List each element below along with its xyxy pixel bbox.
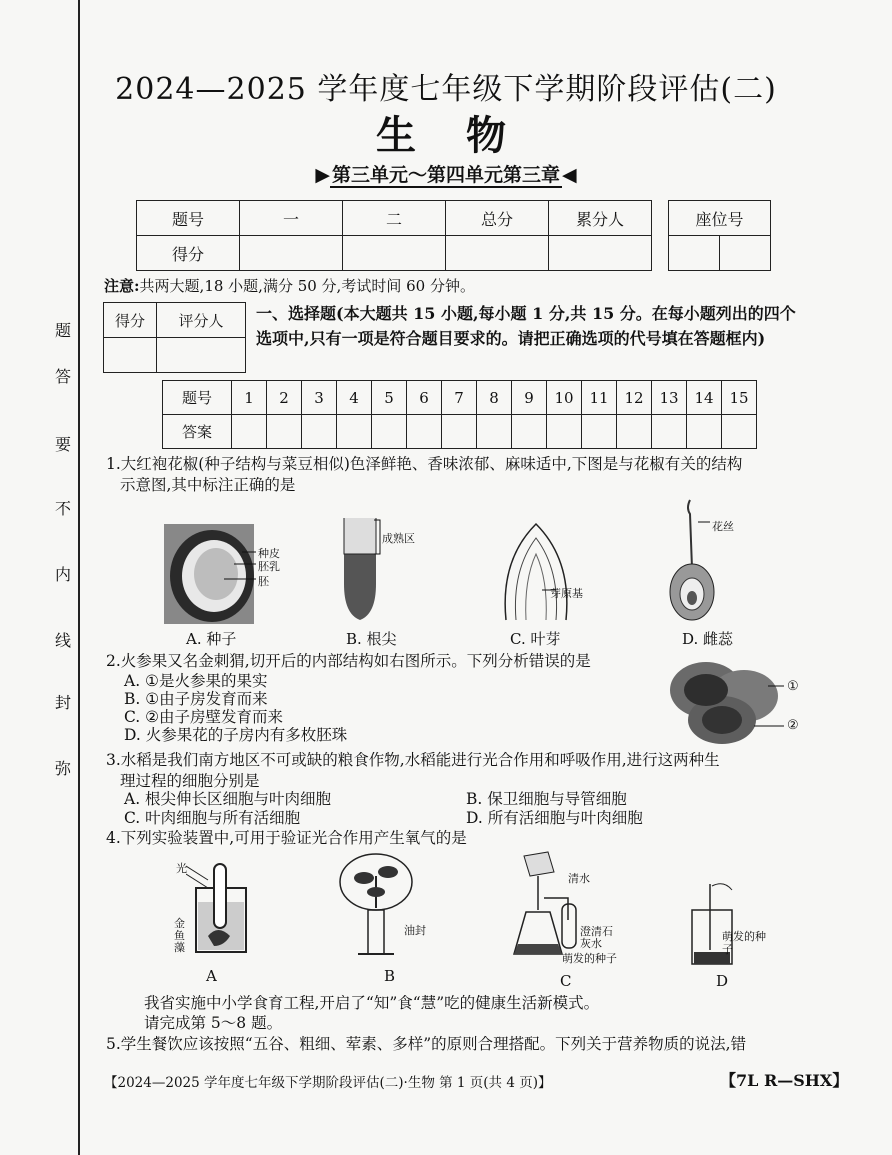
- answer-number: 3: [302, 381, 337, 415]
- grader-cell[interactable]: [104, 338, 157, 373]
- option-c-caption: C. 叶芽: [510, 630, 561, 648]
- answer-cell[interactable]: [337, 415, 372, 449]
- label-clear-water: 清水: [568, 872, 590, 885]
- intro-text: 我省实施中小学食育工程,开启了“知”食“慧”吃的健康生活新模式。: [144, 994, 600, 1012]
- answer-cell[interactable]: [477, 415, 512, 449]
- answer-number: 2: [267, 381, 302, 415]
- option-a-caption: A. 种子: [186, 630, 237, 648]
- q1-line2: 示意图,其中标注正确的是: [120, 476, 296, 494]
- seat-cell[interactable]: [669, 236, 720, 271]
- label-oil-seal: 油封: [404, 924, 426, 937]
- margin-char: 题: [54, 321, 71, 340]
- apparatus-c-caption: C: [560, 972, 572, 990]
- margin-char: 线: [54, 631, 71, 650]
- grader-label: 评分人: [157, 303, 246, 338]
- seat-cell[interactable]: [720, 236, 771, 271]
- margin-char: 内: [54, 565, 71, 584]
- apparatus-b-figure: [336, 852, 416, 962]
- answer-number: 11: [582, 381, 617, 415]
- label-bud-primordium: 芽原基: [550, 587, 583, 600]
- exam-title: 2024—2025 学年度七年级下学期阶段评估(二): [115, 72, 777, 107]
- apparatus-d-caption: D: [716, 972, 729, 990]
- answer-number: 1: [232, 381, 267, 415]
- answer-table: [162, 380, 757, 449]
- answer-cell[interactable]: [687, 415, 722, 449]
- margin-char: 要: [54, 435, 71, 454]
- apparatus-a-figure: [186, 858, 256, 958]
- answer-cell[interactable]: [267, 415, 302, 449]
- answer-number: 9: [512, 381, 547, 415]
- q3-option-a: A. 根尖伸长区细胞与叶肉细胞: [124, 790, 332, 808]
- margin-char: 弥: [54, 759, 71, 778]
- answer-number: 15: [722, 381, 757, 415]
- q2-option-c: C. ②由子房壁发育而来: [124, 708, 284, 726]
- unit-range: ▶ 第三单元～第四单元第三章 ◀: [315, 164, 577, 186]
- answer-row-label: 答案: [163, 415, 232, 449]
- grader-table: [103, 302, 246, 373]
- score-header: 一: [240, 201, 343, 236]
- answer-cell[interactable]: [582, 415, 617, 449]
- score-cell[interactable]: [343, 236, 446, 271]
- margin-char: 答: [54, 367, 71, 386]
- option-d-caption: D. 雌蕊: [682, 630, 734, 648]
- score-header: 总分: [446, 201, 549, 236]
- q2-option-a: A. ①是火参果的果实: [124, 672, 268, 690]
- seat-label: 座位号: [669, 201, 771, 236]
- answer-number: 14: [687, 381, 722, 415]
- q2-option-d: D. 火参果花的子房内有多枚胚珠: [124, 726, 348, 744]
- subject-title: 生物: [376, 112, 556, 159]
- margin-char: 封: [54, 693, 71, 712]
- label-germinating-seeds-c: 萌发的种子: [562, 952, 617, 965]
- answer-cell[interactable]: [617, 415, 652, 449]
- notice-text: 共两大题,18 小题,满分 50 分,考试时间 60 分钟。: [139, 277, 475, 295]
- section-1-instructions: 一、选择题(本大题共 15 小题,每小题 1 分,共 15 分。在每小题列出的四个选项中,只有一项是符合题目要求的。请把正确选项的代号填在答题框内): [256, 304, 796, 348]
- label-filament: 花丝: [712, 520, 734, 533]
- answer-number: 8: [477, 381, 512, 415]
- apparatus-a-caption: A: [206, 967, 217, 985]
- kiwano-fruit-figure: [664, 656, 784, 746]
- score-row-label: 得分: [137, 236, 240, 271]
- answer-number: 13: [652, 381, 687, 415]
- score-header: 二: [343, 201, 446, 236]
- option-b-caption: B. 根尖: [346, 630, 397, 648]
- notice-label: 注意:: [104, 277, 140, 295]
- q3-option-b: B. 保卫细胞与导管细胞: [466, 790, 627, 808]
- apparatus-b-caption: B: [384, 967, 396, 985]
- label-embryo: 胚: [258, 575, 269, 588]
- grader-score-label: 得分: [104, 303, 157, 338]
- answer-cell[interactable]: [722, 415, 757, 449]
- q3-option-d: D. 所有活细胞与叶肉细胞: [466, 809, 643, 827]
- unit-text: 第三单元～第四单元第三章: [331, 164, 560, 186]
- marker-1: ①: [787, 679, 799, 694]
- label-goldfish-weed: 金鱼藻: [174, 917, 185, 954]
- label-seed-coat: 种皮: [258, 547, 280, 560]
- apparatus-d-figure: [682, 880, 742, 970]
- grader-cell[interactable]: [157, 338, 246, 373]
- score-cell[interactable]: [549, 236, 652, 271]
- answer-cell[interactable]: [547, 415, 582, 449]
- score-table: [136, 200, 652, 271]
- margin-char: 不: [54, 499, 71, 518]
- answer-number: 6: [407, 381, 442, 415]
- marker-2: ②: [787, 718, 799, 733]
- answer-number: 12: [617, 381, 652, 415]
- question-2-stem: 2.火参果又名金刺猬,切开后的内部结构如右图所示。下列分析错误的是: [106, 652, 591, 670]
- seat-table: [668, 200, 771, 271]
- answer-cell[interactable]: [407, 415, 442, 449]
- question-1-stem: [106, 454, 806, 496]
- label-light: 光: [176, 862, 187, 875]
- answer-number: 10: [547, 381, 582, 415]
- answer-number: 5: [372, 381, 407, 415]
- question-4-stem: 4.下列实验装置中,可用于验证光合作用产生氧气的是: [106, 829, 467, 847]
- answer-number: 4: [337, 381, 372, 415]
- answer-number: 7: [442, 381, 477, 415]
- score-header: 累分人: [549, 201, 652, 236]
- q3-option-c: C. 叶肉细胞与所有活细胞: [124, 809, 301, 827]
- q3-line1: 3.水稻是我们南方地区不可或缺的粮食作物,水稻能进行光合作用和呼吸作用,进行这两种生: [106, 751, 720, 769]
- score-cell[interactable]: [446, 236, 549, 271]
- leaf-bud-figure: [496, 520, 576, 624]
- notice: [104, 275, 475, 296]
- label-maturation-zone: 成熟区: [382, 532, 415, 545]
- answer-cell[interactable]: [652, 415, 687, 449]
- q3-line2: 理过程的细胞分别是: [120, 772, 260, 790]
- answer-row-label: 题号: [163, 381, 232, 415]
- question-3-stem: [106, 750, 806, 792]
- label-germinating-seeds-d: 萌发的种子: [722, 930, 766, 956]
- q2-option-b: B. ①由子房发育而来: [124, 690, 268, 708]
- label-endosperm: 胚乳: [258, 560, 280, 573]
- paper-code: 【7L R—SHX】: [720, 1071, 849, 1090]
- label-limewater: 澄清石灰水: [580, 925, 613, 950]
- score-cell[interactable]: [240, 236, 343, 271]
- question-5-stem: 5.学生餐饮应该按照“五谷、粗细、荤素、多样”的原则合理搭配。下列关于营养物质的说法,错: [106, 1035, 747, 1053]
- answer-cell[interactable]: [302, 415, 337, 449]
- answer-cell[interactable]: [442, 415, 477, 449]
- page-footer: 【2024—2025 学年度七年级下学期阶段评估(二)·生物 第 1 页(共 4 页)】: [104, 1075, 552, 1091]
- intro-text-2: 请完成第 5～8 题。: [144, 1014, 283, 1032]
- answer-cell[interactable]: [512, 415, 547, 449]
- q1-line1: 1.大红袍花椒(种子结构与菜豆相似)色泽鲜艳、香味浓郁、麻味适中,下图是与花椒有关的结构: [106, 455, 743, 473]
- answer-cell[interactable]: [232, 415, 267, 449]
- score-header: 题号: [137, 201, 240, 236]
- answer-cell[interactable]: [372, 415, 407, 449]
